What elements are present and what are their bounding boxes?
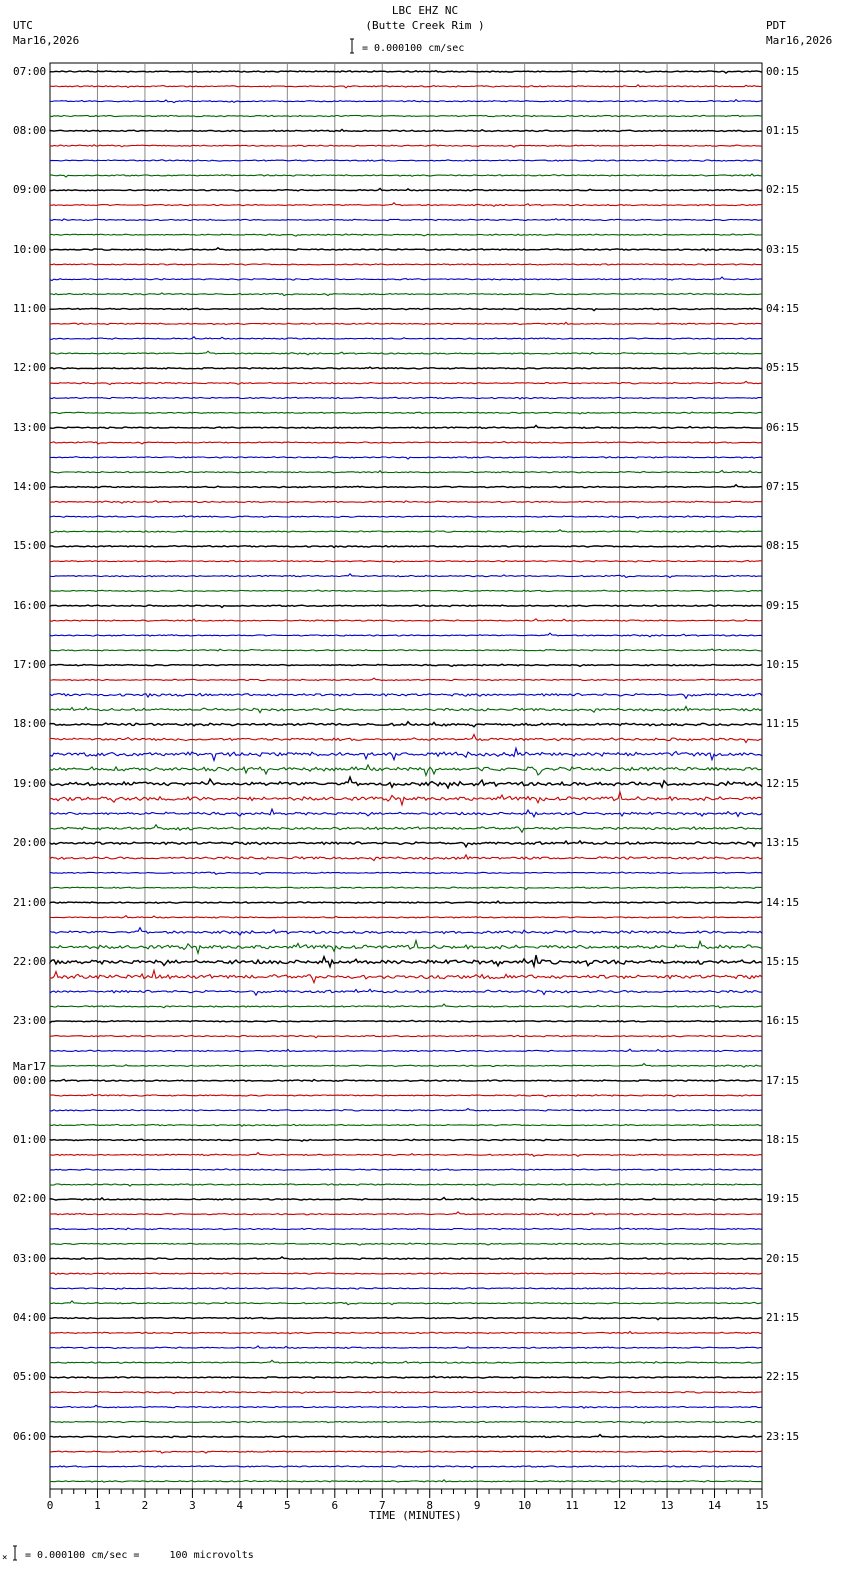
trace-row-37	[50, 619, 762, 622]
trace-row-83	[50, 1301, 762, 1305]
trace-row-91	[50, 1421, 762, 1423]
trace-row-29	[50, 501, 762, 504]
trace-row-52	[50, 841, 762, 847]
utc-hour-label: 10:00	[13, 242, 47, 256]
trace-row-38	[50, 633, 762, 637]
x-tick-label: 1	[94, 1499, 101, 1512]
trace-row-8	[50, 188, 762, 191]
trace-row-84	[50, 1317, 762, 1319]
trace-row-39	[50, 649, 762, 651]
trace-row-21	[50, 381, 762, 384]
utc-hour-label: 04:00	[13, 1311, 47, 1325]
trace-row-77	[50, 1212, 762, 1216]
pdt-hour-label: 11:15	[766, 717, 800, 731]
trace-row-88	[50, 1376, 762, 1378]
trace-row-27	[50, 470, 762, 473]
pdt-hour-label: 13:15	[766, 836, 800, 850]
trace-row-28	[50, 485, 762, 488]
trace-row-19	[50, 351, 762, 355]
trace-row-1	[50, 85, 762, 88]
utc-hour-label: 00:00	[13, 1073, 47, 1087]
trace-row-3	[50, 115, 762, 116]
trace-row-12	[50, 248, 762, 251]
left-date: Mar16,2026	[13, 34, 80, 47]
trace-row-44	[50, 722, 762, 727]
trace-row-6	[50, 160, 762, 162]
trace-row-76	[50, 1198, 762, 1201]
trace-row-53	[50, 855, 762, 861]
trace-row-85	[50, 1331, 762, 1333]
trace-row-55	[50, 887, 762, 889]
trace-row-50	[50, 809, 762, 817]
utc-hour-label: 22:00	[13, 954, 47, 968]
trace-row-18	[50, 337, 762, 340]
trace-row-58	[50, 928, 762, 935]
trace-row-4	[50, 129, 762, 131]
utc-hour-label: 12:00	[13, 361, 47, 375]
x-tick-label: 6	[331, 1499, 339, 1512]
trace-row-40	[50, 664, 762, 666]
trace-row-17	[50, 322, 762, 324]
pdt-hour-label: 00:15	[766, 64, 800, 78]
trace-row-94	[50, 1466, 762, 1468]
trace-row-63	[50, 1004, 762, 1008]
trace-row-11	[50, 234, 762, 236]
trace-row-23	[50, 412, 762, 414]
trace-row-62	[50, 989, 762, 995]
trace-row-86	[50, 1346, 762, 1349]
trace-row-78	[50, 1228, 762, 1230]
trace-row-82	[50, 1288, 762, 1290]
utc-hour-label: 06:00	[13, 1429, 47, 1443]
utc-hour-label: 19:00	[13, 776, 47, 790]
pdt-hour-label: 01:15	[766, 123, 800, 137]
pdt-hour-label: 12:15	[766, 776, 800, 790]
pdt-hour-label: 03:15	[766, 242, 800, 256]
utc-hour-label: 02:00	[13, 1192, 47, 1206]
utc-hour-label: 14:00	[13, 480, 47, 494]
x-tick-label: 4	[236, 1499, 244, 1512]
trace-row-70	[50, 1109, 762, 1112]
x-tick-label: 8	[426, 1499, 434, 1512]
x-tick-label: 9	[473, 1499, 481, 1512]
pdt-hour-label: 19:15	[766, 1192, 800, 1206]
pdt-hour-label: 21:15	[766, 1311, 800, 1325]
trace-row-79	[50, 1243, 762, 1245]
x-tick-label: 5	[284, 1499, 291, 1512]
trace-row-45	[50, 735, 762, 743]
trace-row-67	[50, 1064, 762, 1068]
trace-row-92	[50, 1435, 762, 1438]
utc-hour-label: 07:00	[13, 64, 47, 78]
pdt-hour-label: 09:15	[766, 598, 800, 612]
footer-mark: ×	[2, 1553, 8, 1563]
utc-hour-label: 08:00	[13, 123, 47, 137]
trace-row-68	[50, 1079, 762, 1081]
trace-row-2	[50, 100, 762, 103]
trace-row-46	[50, 748, 762, 760]
trace-row-61	[50, 970, 762, 982]
pdt-hour-label: 02:15	[766, 183, 800, 197]
trace-row-33	[50, 561, 762, 563]
x-tick-label: 2	[141, 1499, 149, 1512]
trace-row-35	[50, 590, 762, 592]
pdt-hour-label: 16:15	[766, 1014, 800, 1028]
pdt-hour-label: 23:15	[766, 1429, 800, 1443]
utc-hour-label: 01:00	[13, 1132, 47, 1146]
trace-row-60	[50, 955, 762, 967]
pdt-hour-label: 04:15	[766, 301, 800, 315]
utc-hour-label: 15:00	[13, 539, 47, 553]
trace-row-73	[50, 1153, 762, 1157]
trace-row-49	[50, 792, 762, 805]
scale-top: = 0.000100 cm/sec	[362, 43, 465, 54]
pdt-hour-label: 18:15	[766, 1132, 800, 1146]
trace-row-69	[50, 1094, 762, 1097]
utc-hour-label: 23:00	[13, 1014, 47, 1028]
trace-row-65	[50, 1035, 762, 1037]
x-tick-label: 14	[707, 1499, 722, 1512]
utc-hour-label: 11:00	[13, 301, 47, 315]
trace-row-66	[50, 1049, 762, 1052]
utc-hour-label: 16:00	[13, 598, 47, 612]
trace-row-80	[50, 1257, 762, 1260]
trace-row-72	[50, 1139, 762, 1141]
pdt-hour-label: 17:15	[766, 1073, 800, 1087]
trace-row-15	[50, 293, 762, 296]
trace-row-56	[50, 901, 762, 903]
pdt-hour-label: 07:15	[766, 480, 800, 494]
trace-row-90	[50, 1405, 762, 1408]
trace-row-75	[50, 1184, 762, 1186]
right-timezone: PDT	[766, 19, 786, 32]
trace-row-59	[50, 941, 762, 954]
trace-row-87	[50, 1360, 762, 1364]
trace-row-89	[50, 1391, 762, 1393]
trace-row-95	[50, 1480, 762, 1482]
left-timezone: UTC	[13, 19, 33, 32]
utc-hour-label: 03:00	[13, 1251, 47, 1265]
x-tick-label: 0	[46, 1499, 54, 1512]
utc-hour-label: 20:00	[13, 836, 47, 850]
trace-row-34	[50, 574, 762, 578]
trace-row-26	[50, 457, 762, 459]
trace-row-22	[50, 397, 762, 399]
trace-row-74	[50, 1169, 762, 1171]
utc-hour-label: 09:00	[13, 183, 47, 197]
pdt-hour-label: 10:15	[766, 658, 800, 672]
utc-hour-label: 21:00	[13, 895, 47, 909]
trace-row-41	[50, 678, 762, 681]
trace-row-81	[50, 1273, 762, 1275]
pdt-hour-label: 08:15	[766, 539, 800, 553]
trace-row-54	[50, 872, 762, 874]
pdt-hour-label: 14:15	[766, 895, 800, 909]
trace-row-16	[50, 308, 762, 310]
x-tick-label: 15	[755, 1499, 769, 1512]
trace-row-42	[50, 693, 762, 698]
pdt-hour-label: 22:15	[766, 1370, 800, 1384]
footer-scale-bar-icon	[10, 1545, 20, 1561]
pdt-hour-label: 05:15	[766, 361, 800, 375]
pdt-hour-label: 20:15	[766, 1251, 800, 1265]
trace-row-13	[50, 264, 762, 265]
trace-row-30	[50, 516, 762, 519]
x-tick-label: 11	[565, 1499, 579, 1512]
utc-hour-label: 05:00	[13, 1370, 47, 1384]
plot-frame	[50, 63, 762, 1489]
station-title: LBC EHZ NC	[391, 4, 459, 17]
pdt-hour-label: 15:15	[766, 954, 800, 968]
trace-row-24	[50, 425, 762, 428]
trace-row-31	[50, 530, 762, 533]
trace-row-71	[50, 1124, 762, 1126]
trace-row-32	[50, 546, 762, 548]
right-date: Mar16,2026	[766, 34, 833, 47]
trace-row-43	[50, 706, 762, 712]
x-tick-label: 7	[378, 1499, 386, 1512]
utc-hour-label: 13:00	[13, 420, 47, 434]
x-tick-label: 10	[518, 1499, 532, 1512]
utc-hour-label: 17:00	[13, 658, 47, 672]
utc-hour-label: 18:00	[13, 717, 47, 731]
trace-row-7	[50, 174, 762, 177]
trace-row-5	[50, 145, 762, 147]
trace-row-93	[50, 1451, 762, 1453]
trace-row-9	[50, 203, 762, 207]
trace-row-25	[50, 442, 762, 444]
trace-row-47	[50, 765, 762, 776]
trace-row-10	[50, 219, 762, 221]
x-axis-label: TIME (MINUTES)	[369, 1509, 462, 1522]
x-tick-label: 12	[612, 1499, 627, 1512]
x-tick-label: 3	[189, 1499, 196, 1512]
station-location: (Butte Creek Rim )	[365, 19, 485, 32]
trace-row-0	[50, 71, 762, 73]
trace-row-20	[50, 367, 762, 369]
trace-row-64	[50, 1020, 762, 1022]
trace-row-57	[50, 916, 762, 918]
footer-scale: = 0.000100 cm/sec = 100 microvolts	[25, 1550, 254, 1561]
pdt-hour-label: 06:15	[766, 420, 800, 434]
trace-row-14	[50, 277, 762, 281]
trace-row-36	[50, 605, 762, 607]
trace-row-51	[50, 825, 762, 833]
x-tick-label: 13	[660, 1499, 674, 1512]
utc-date-change-label: Mar17	[13, 1059, 47, 1073]
trace-row-48	[50, 777, 762, 788]
